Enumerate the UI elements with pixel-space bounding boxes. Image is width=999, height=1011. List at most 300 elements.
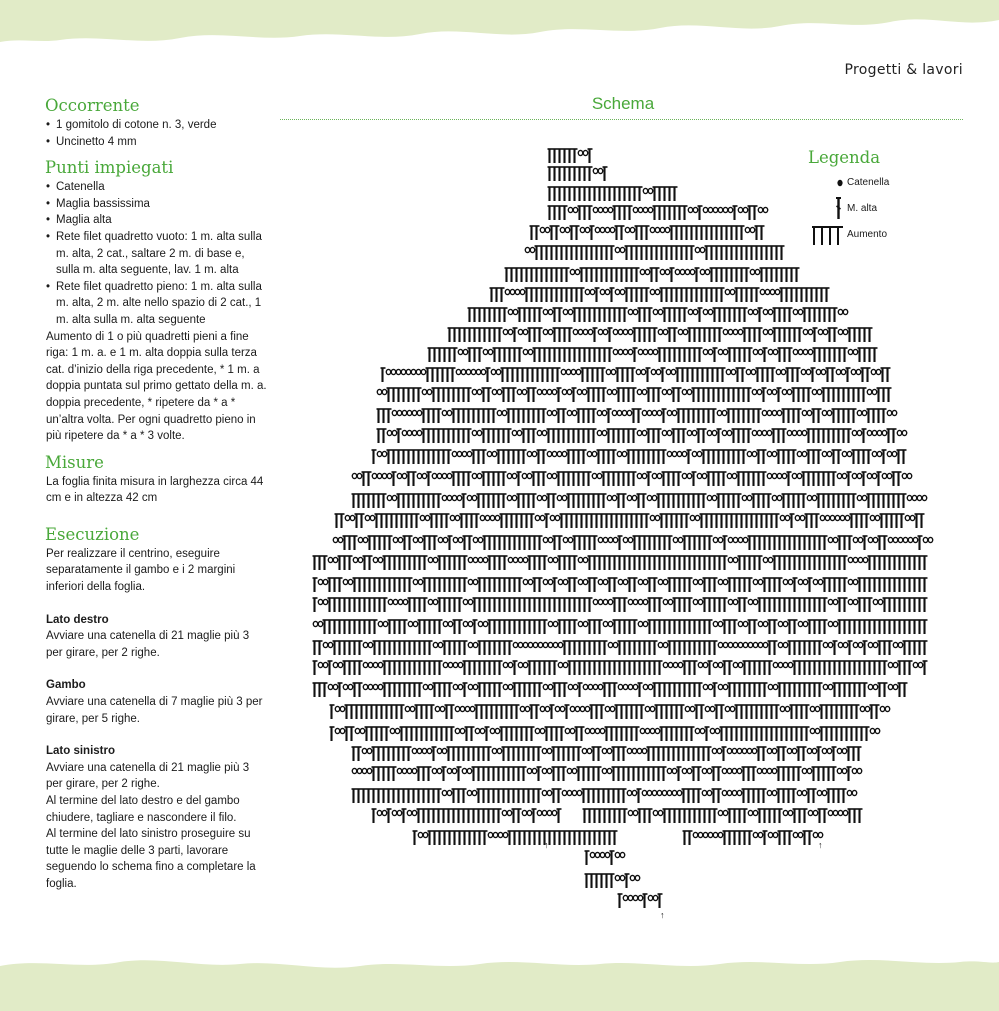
chain-stitch	[803, 329, 807, 334]
chain-stitch	[852, 790, 856, 795]
chain-stitch	[903, 537, 907, 542]
chain-stitch	[535, 515, 539, 520]
chart-row	[352, 789, 857, 803]
chain-stitch	[872, 451, 876, 456]
chain-stitch	[593, 684, 597, 689]
chain-stitch	[713, 662, 717, 667]
chain-stitch	[607, 748, 611, 753]
chain-stitch	[447, 790, 451, 795]
chain-stitch	[648, 188, 652, 193]
chain-stitch	[555, 706, 559, 711]
chain-stitch	[705, 269, 709, 274]
chain-stitch	[893, 642, 897, 647]
chain-stitch	[753, 309, 757, 314]
chain-stitch	[397, 410, 401, 415]
chain-stitch	[705, 706, 709, 711]
chain-stitch	[643, 188, 647, 193]
chain-stitch	[773, 684, 777, 689]
chain-stitch	[837, 748, 841, 753]
chain-stitch	[808, 329, 812, 334]
chain-stitch	[841, 369, 845, 374]
chain-stitch	[923, 537, 927, 542]
chain-stitch	[856, 369, 860, 374]
chain-stitch	[776, 369, 780, 374]
chain-stitch	[338, 662, 342, 667]
chain-stitch	[818, 329, 822, 334]
chain-stitch	[913, 537, 917, 542]
chain-stitch	[542, 389, 546, 394]
chain-stitch	[472, 473, 476, 478]
chain-stitch	[718, 537, 722, 542]
chain-stitch	[602, 410, 606, 415]
chain-stitch	[338, 537, 342, 542]
chain-stitch	[443, 662, 447, 667]
chain-stitch	[680, 269, 684, 274]
chain-stitch	[363, 684, 367, 689]
chain-stitch	[752, 389, 756, 394]
chain-stitch	[577, 790, 581, 795]
chart-row	[313, 598, 928, 612]
chain-stitch	[561, 369, 565, 374]
chain-stitch	[611, 369, 615, 374]
chain-stitch	[470, 706, 474, 711]
chain-stitch	[682, 473, 686, 478]
chain-stitch	[417, 473, 421, 478]
chain-stitch	[828, 621, 832, 626]
chain-stitch	[782, 389, 786, 394]
aumento-text: Aumento di 1 o più quadretti pieni a fine riga: 1 m. a. e 1 m. alta doppia sulla terza cat. d’inizio della riga precedente, * 1 m. a doppia puntata sul primo gettato della m. a. doppia precedente, * ripetere da * a * un’altra volta. Per ogni quadretto pieno in più ripetere da * a * 3 volte.	[46, 330, 267, 443]
chain-stitch	[677, 790, 681, 795]
chain-stitch	[598, 207, 602, 212]
chain-stitch	[857, 768, 861, 773]
legend-label: Aumento	[847, 229, 888, 240]
chain-stitch	[473, 684, 477, 689]
chain-stitch	[685, 706, 689, 711]
chain-stitch	[723, 642, 727, 647]
chain-stitch	[773, 662, 777, 667]
chain-stitch	[613, 537, 617, 542]
chain-stitch	[795, 515, 799, 520]
chain-stitch	[372, 473, 376, 478]
chain-stitch	[902, 473, 906, 478]
chain-stitch	[447, 495, 451, 500]
chain-stitch	[518, 557, 522, 562]
chain-stitch	[718, 349, 722, 354]
chain-stitch	[612, 389, 616, 394]
chain-stitch	[772, 748, 776, 753]
chain-stitch	[697, 473, 701, 478]
chain-stitch	[728, 599, 732, 604]
chain-stitch	[401, 369, 405, 374]
chain-stitch	[723, 349, 727, 354]
chain-stitch	[357, 473, 361, 478]
chain-stitch	[902, 430, 906, 435]
chain-stitch	[495, 515, 499, 520]
chain-stitch	[473, 557, 477, 562]
chain-stitch	[810, 728, 814, 733]
chain-stitch	[378, 557, 382, 562]
chain-stitch	[637, 473, 641, 478]
chain-stitch	[848, 579, 852, 584]
chain-stitch	[468, 579, 472, 584]
chain-stitch	[523, 349, 527, 354]
chain-stitch	[797, 430, 801, 435]
chain-stitch	[412, 768, 416, 773]
chain-stitch	[373, 557, 377, 562]
chain-stitch	[573, 329, 577, 334]
chain-stitch	[793, 349, 797, 354]
chain-stitch	[418, 579, 422, 584]
chain-stitch	[413, 621, 417, 626]
chain-stitch	[853, 537, 857, 542]
chain-stitch	[842, 768, 846, 773]
chain-stitch	[703, 349, 707, 354]
chain-stitch	[708, 349, 712, 354]
chain-stitch	[658, 642, 662, 647]
chain-stitch	[433, 642, 437, 647]
chain-stitch	[453, 684, 457, 689]
chain-stitch	[678, 662, 682, 667]
chain-stitch	[457, 495, 461, 500]
chain-stitch	[812, 495, 816, 500]
chain-stitch	[413, 579, 417, 584]
chain-stitch	[378, 684, 382, 689]
chain-stitch	[517, 430, 521, 435]
chain-stitch	[605, 289, 609, 294]
chain-stitch	[807, 748, 811, 753]
chain-stitch	[335, 706, 339, 711]
chain-stitch	[708, 207, 712, 212]
chain-stitch	[573, 684, 577, 689]
chain-stitch	[762, 430, 766, 435]
chain-stitch	[762, 768, 766, 773]
chain-stitch	[665, 227, 669, 232]
chain-stitch	[442, 790, 446, 795]
punti-title: Punti impiegati	[45, 158, 174, 178]
chain-stitch	[867, 389, 871, 394]
chain-stitch	[617, 410, 621, 415]
chain-stitch	[687, 430, 691, 435]
chain-stitch	[675, 269, 679, 274]
chain-stitch	[647, 495, 651, 500]
chain-stitch	[510, 289, 514, 294]
chain-stitch	[608, 621, 612, 626]
chain-stitch	[548, 557, 552, 562]
chain-stitch	[392, 430, 396, 435]
chain-stitch	[847, 451, 851, 456]
chain-stitch	[603, 621, 607, 626]
chain-stitch	[578, 329, 582, 334]
chain-stitch	[323, 662, 327, 667]
chain-stitch	[390, 728, 394, 733]
chain-stitch	[547, 473, 551, 478]
chain-stitch	[627, 410, 631, 415]
legend-label: M. alta	[847, 203, 878, 214]
chain-stitch	[572, 790, 576, 795]
chain-stitch	[570, 728, 574, 733]
chain-stitch	[553, 621, 557, 626]
chain-stitch	[835, 515, 839, 520]
chain-stitch	[508, 309, 512, 314]
chain-stitch	[481, 369, 485, 374]
chain-stitch	[728, 642, 732, 647]
chain-stitch	[638, 599, 642, 604]
chain-stitch	[460, 728, 464, 733]
chain-stitch	[422, 748, 426, 753]
chain-stitch	[655, 728, 659, 733]
chain-stitch	[748, 599, 752, 604]
chain-stitch	[603, 599, 607, 604]
lato-sinistro-text: Avviare una catenella di 21 maglie più 3 per girare, per 2 righe.	[46, 761, 250, 791]
chain-stitch	[603, 207, 607, 212]
chain-stitch	[827, 748, 831, 753]
chain-stitch	[643, 207, 647, 212]
chain-stitch	[537, 430, 541, 435]
chain-stitch	[532, 768, 536, 773]
chain-stitch	[642, 430, 646, 435]
chain-stitch	[708, 309, 712, 314]
chain-stitch	[570, 706, 574, 711]
chain-stitch	[747, 748, 751, 753]
chain-stitch	[836, 369, 840, 374]
chain-stitch	[730, 706, 734, 711]
chain-stitch	[567, 790, 571, 795]
chain-stitch	[462, 768, 466, 773]
chain-stitch	[750, 269, 754, 274]
chain-stitch	[438, 642, 442, 647]
chain-stitch	[655, 289, 659, 294]
chain-stitch	[668, 662, 672, 667]
chain-stitch	[597, 430, 601, 435]
chain-stitch	[815, 706, 819, 711]
chain-stitch	[456, 369, 460, 374]
chain-stitch	[422, 473, 426, 478]
chain-stitch	[598, 579, 602, 584]
chain-stitch	[387, 495, 391, 500]
chain-stitch	[471, 369, 475, 374]
chain-stitch	[507, 473, 511, 478]
chain-stitch	[642, 473, 646, 478]
chain-stitch	[663, 662, 667, 667]
chain-stitch	[525, 247, 529, 252]
gambo-text: Avviare una catenella di 7 maglie più 3 per girare, per 5 righe.	[46, 696, 263, 725]
chain-stitch	[802, 410, 806, 415]
chain-stitch	[793, 309, 797, 314]
chain-stitch	[780, 515, 784, 520]
chain-stitch	[620, 289, 624, 294]
chain-stitch	[577, 389, 581, 394]
chart-row	[548, 167, 608, 181]
chain-stitch	[590, 289, 594, 294]
chain-stitch	[340, 728, 344, 733]
chain-stitch	[575, 269, 579, 274]
chain-stitch	[613, 642, 617, 647]
chain-stitch	[733, 599, 737, 604]
chain-stitch	[492, 748, 496, 753]
chain-stitch	[623, 537, 627, 542]
chain-stitch	[525, 706, 529, 711]
chain-stitch	[602, 768, 606, 773]
chain-stitch	[382, 451, 386, 456]
chain-stitch	[627, 790, 631, 795]
chain-stitch	[593, 599, 597, 604]
chain-stitch	[787, 430, 791, 435]
chain-stitch	[825, 515, 829, 520]
chain-stitch	[745, 227, 749, 232]
chain-stitch	[318, 621, 322, 626]
chain-stitch	[563, 662, 567, 667]
chain-stitch	[843, 642, 847, 647]
chart-row	[333, 536, 932, 550]
chain-stitch	[428, 599, 432, 604]
chain-stitch	[746, 369, 750, 374]
chain-stitch	[461, 369, 465, 374]
chain-stitch	[383, 621, 387, 626]
chart-row	[377, 388, 891, 402]
chain-stitch	[928, 537, 932, 542]
chain-stitch	[763, 329, 767, 334]
chain-stitch	[657, 790, 661, 795]
chain-stitch	[868, 642, 872, 647]
chain-stitch	[528, 579, 532, 584]
chain-stitch	[877, 430, 881, 435]
chain-stitch	[848, 599, 852, 604]
chain-stitch	[753, 579, 757, 584]
chain-stitch	[382, 389, 386, 394]
chain-stitch	[638, 579, 642, 584]
chain-stitch	[733, 329, 737, 334]
chain-stitch	[527, 451, 531, 456]
chain-stitch	[562, 451, 566, 456]
chain-stitch	[463, 621, 467, 626]
chain-stitch	[767, 389, 771, 394]
chain-stitch	[758, 349, 762, 354]
chain-stitch	[727, 430, 731, 435]
chain-stitch	[718, 642, 722, 647]
chain-stitch	[547, 389, 551, 394]
chain-stitch	[642, 389, 646, 394]
chain-stitch	[450, 515, 454, 520]
chain-stitch	[688, 207, 692, 212]
chain-stitch	[377, 810, 381, 815]
chain-stitch	[560, 227, 564, 232]
chain-stitch	[632, 790, 636, 795]
chain-stitch	[392, 810, 396, 815]
chain-stitch	[507, 495, 511, 500]
chain-stitch	[412, 410, 416, 415]
chain-stitch	[907, 495, 911, 500]
chart-row	[352, 767, 861, 781]
chain-stitch	[318, 579, 322, 584]
chain-stitch	[726, 369, 730, 374]
chain-stitch	[545, 227, 549, 232]
chain-stitch	[833, 621, 837, 626]
chain-stitch	[592, 451, 596, 456]
chain-stitch	[815, 728, 819, 733]
chain-stitch	[608, 537, 612, 542]
chain-stitch	[406, 369, 410, 374]
chain-stitch	[722, 410, 726, 415]
chain-stitch	[508, 684, 512, 689]
chain-stitch	[843, 309, 847, 314]
chain-stitch	[585, 706, 589, 711]
chain-stitch	[715, 728, 719, 733]
chain-stitch	[583, 579, 587, 584]
chain-stitch	[767, 410, 771, 415]
chain-stitch	[378, 621, 382, 626]
chain-stitch	[548, 329, 552, 334]
chain-stitch	[802, 430, 806, 435]
chart-row	[530, 226, 765, 240]
chain-stitch	[617, 451, 621, 456]
chain-stitch	[660, 227, 664, 232]
chain-stitch	[867, 430, 871, 435]
chain-stitch	[518, 662, 522, 667]
chain-stitch	[438, 537, 442, 542]
chain-stitch	[600, 227, 604, 232]
chain-stitch	[417, 410, 421, 415]
chain-stitch	[818, 579, 822, 584]
chain-stitch	[363, 642, 367, 647]
chain-stitch	[313, 621, 317, 626]
chart-row	[313, 578, 928, 592]
chain-stitch	[657, 473, 661, 478]
chain-stitch	[708, 684, 712, 689]
chain-stitch	[783, 579, 787, 584]
chain-stitch	[513, 642, 517, 647]
chain-stitch	[653, 349, 657, 354]
chain-stitch	[598, 329, 602, 334]
list-item: • Rete filet quadretto vuoto: 1 m. alta sulla m. alta, 2 cat., saltare 2 m. di base e, sulla m. alta seguente, lav. 1 m. alta	[46, 229, 268, 279]
chain-stitch	[682, 451, 686, 456]
chain-stitch	[728, 329, 732, 334]
chain-stitch	[632, 748, 636, 753]
chain-stitch	[718, 207, 722, 212]
chain-stitch	[647, 790, 651, 795]
chain-stitch	[602, 430, 606, 435]
chain-stitch	[567, 410, 571, 415]
chain-stitch	[778, 662, 782, 667]
chain-stitch	[608, 599, 612, 604]
chain-stitch	[718, 579, 722, 584]
chain-stitch	[648, 207, 652, 212]
chain-stitch	[733, 537, 737, 542]
chain-stitch	[518, 642, 522, 647]
chart-row	[352, 747, 862, 761]
chain-stitch	[335, 728, 339, 733]
chain-stitch	[678, 537, 682, 542]
chain-stitch	[527, 473, 531, 478]
chain-stitch	[693, 207, 697, 212]
chain-stitch	[411, 369, 415, 374]
chain-stitch	[403, 599, 407, 604]
chain-stitch	[548, 309, 552, 314]
chain-stitch	[768, 349, 772, 354]
chain-stitch	[762, 410, 766, 415]
chain-stitch	[767, 768, 771, 773]
chain-stitch	[772, 768, 776, 773]
chain-stitch	[318, 662, 322, 667]
chain-stitch	[747, 451, 751, 456]
chain-stitch	[782, 473, 786, 478]
chain-stitch	[543, 537, 547, 542]
lato-sinistro-text-2: Al termine del lato destro e del gambo chiudere, tagliare e nascondere il filo.	[46, 795, 240, 824]
chain-stitch	[703, 309, 707, 314]
chain-stitch	[437, 768, 441, 773]
chain-stitch	[687, 389, 691, 394]
chain-stitch	[328, 684, 332, 689]
chain-stitch	[368, 642, 372, 647]
